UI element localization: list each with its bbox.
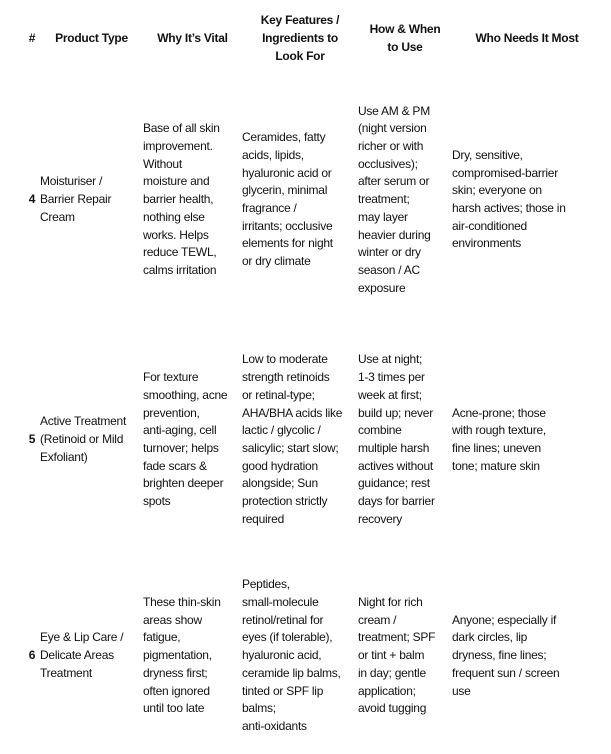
cell-line: Delicate Areas xyxy=(40,648,114,663)
cell-line: Anyone; especially if xyxy=(452,612,557,627)
key-features-cell xyxy=(242,322,358,558)
how-when-cell xyxy=(358,322,452,558)
header-how-when xyxy=(358,0,452,78)
cell-line: winter or dry xyxy=(358,245,421,260)
table-row xyxy=(24,322,602,558)
cell-line: AHA/BHA acids like xyxy=(242,405,343,420)
row-number: 6 xyxy=(28,648,36,663)
row-number: 4 xyxy=(28,192,36,207)
header-key-features xyxy=(242,0,358,78)
cell-line: Dry, sensitive, xyxy=(452,147,523,162)
cell-line: Peptides, xyxy=(242,577,290,592)
cell-line: after serum or xyxy=(358,174,430,189)
cell-line: air-conditioned xyxy=(452,218,527,233)
cell-line: Low to moderate xyxy=(242,352,328,367)
header-line: Look For xyxy=(275,48,325,63)
cell-line: Exfoliant) xyxy=(40,449,88,464)
cell-line: eyes (if tolerable), xyxy=(242,630,333,645)
cell-line: Treatment xyxy=(40,665,92,680)
cell-line: spots xyxy=(143,494,171,509)
cell-line: season / AC xyxy=(358,262,420,277)
cell-line: hyaluronic acid or xyxy=(242,165,332,180)
cell-line: or tint + balm xyxy=(358,648,425,663)
cell-line: Night for rich xyxy=(358,595,423,610)
cell-line: compromised-barrier xyxy=(452,165,558,180)
cell-line: richer or with xyxy=(358,139,424,154)
cell-line: multiple harsh xyxy=(358,441,430,455)
cell-line: smoothing, acne xyxy=(143,387,228,402)
cell-line: Moisturiser / xyxy=(40,174,103,189)
cell-line: treatment; xyxy=(358,192,410,207)
header-who-needs xyxy=(452,0,602,78)
cell-line: calms irritation xyxy=(143,262,217,277)
cell-line: fine lines; uneven xyxy=(452,441,541,455)
cell-line: good hydration xyxy=(242,458,318,473)
skincare-product-table xyxy=(24,0,602,754)
cell-line: with rough texture, xyxy=(452,423,546,438)
table-header-row xyxy=(24,0,602,78)
cell-line: works. Helps xyxy=(143,227,209,242)
cell-line: areas show xyxy=(143,612,202,627)
cell-line: Use at night; xyxy=(358,352,423,367)
cell-line: Barrier Repair xyxy=(40,192,112,207)
cell-line: environments xyxy=(452,236,522,251)
header-number xyxy=(24,0,40,78)
cell-line: salicylic; start slow; xyxy=(242,441,339,455)
cell-line: turnover; helps xyxy=(143,441,219,455)
cell-line: dryness first; xyxy=(143,665,208,680)
header-line: Product Type xyxy=(55,31,128,46)
why-vital-cell xyxy=(143,558,242,754)
key-features-cell xyxy=(242,78,358,322)
cell-line: application; xyxy=(358,683,416,698)
header-line: Key Features / xyxy=(260,13,340,28)
cell-line: Cream xyxy=(40,209,75,224)
cell-line: improvement. xyxy=(143,139,213,154)
how-when-cell xyxy=(358,558,452,754)
cell-line: fragrance / xyxy=(242,201,297,215)
table-row xyxy=(24,78,602,322)
cell-line: fade scars & xyxy=(143,458,207,473)
table-row xyxy=(24,558,602,754)
cell-line: guidance; rest xyxy=(358,476,430,491)
cell-line: harsh actives; those in xyxy=(452,201,566,215)
cell-line: lactic / glycolic / xyxy=(242,423,321,438)
cell-line: heavier during xyxy=(358,227,431,242)
why-vital-cell xyxy=(143,78,242,322)
cell-line: treatment; SPF xyxy=(358,630,436,645)
header-line: Why It’s Vital xyxy=(157,31,228,46)
cell-line: use xyxy=(452,683,471,698)
header-line: to Use xyxy=(387,40,423,54)
cell-line: cream / xyxy=(358,612,397,627)
cell-line: hyaluronic acid, xyxy=(242,648,322,663)
header-why-vital xyxy=(143,0,242,78)
cell-line: may layer xyxy=(358,209,408,224)
cell-line: balms; xyxy=(242,701,276,716)
cell-line: combine xyxy=(358,423,402,438)
who-needs-cell xyxy=(452,558,602,754)
cell-line: brighten deeper xyxy=(143,476,224,491)
cell-line: often ignored xyxy=(143,683,210,698)
cell-line: Acne-prone; those xyxy=(452,405,546,420)
cell-line: ceramide lip balms, xyxy=(242,665,341,680)
cell-line: nothing else xyxy=(143,209,205,224)
cell-line: actives without xyxy=(358,458,433,473)
cell-line: dryness, fine lines; xyxy=(452,648,547,663)
who-needs-cell xyxy=(452,322,602,558)
cell-line: acids, lipids, xyxy=(242,147,304,162)
cell-line: or retinal-type; xyxy=(242,387,315,402)
cell-line: frequent sun / screen xyxy=(452,665,560,680)
product-type-cell xyxy=(40,558,143,754)
cell-line: protection strictly xyxy=(242,494,328,509)
cell-line: fatigue, xyxy=(143,630,181,645)
cell-line: avoid tugging xyxy=(358,701,427,716)
cell-line: build up; never xyxy=(358,405,433,420)
cell-line: glycerin, minimal xyxy=(242,183,328,198)
header-line: How & When xyxy=(369,22,441,37)
header-line: Who Needs It Most xyxy=(475,31,579,46)
cell-line: moisture and xyxy=(143,174,210,189)
product-type-cell xyxy=(40,322,143,558)
cell-line: strength retinoids xyxy=(242,370,330,385)
row-number: 5 xyxy=(28,432,36,447)
header-product-type xyxy=(40,0,143,78)
cell-line: These thin-skin xyxy=(143,595,221,610)
cell-line: Base of all skin xyxy=(143,121,220,136)
key-features-cell xyxy=(242,558,358,754)
cell-line: anti-oxidants xyxy=(242,718,307,733)
cell-line: or dry climate xyxy=(242,254,311,269)
cell-line: Without xyxy=(143,156,182,171)
product-type-cell xyxy=(40,78,143,322)
header-line: # xyxy=(28,31,36,46)
cell-line: until too late xyxy=(143,701,205,716)
cell-line: week at first; xyxy=(358,387,422,402)
who-needs-cell xyxy=(452,78,602,322)
cell-line: Active Treatment xyxy=(40,414,127,429)
cell-line: dark circles, lip xyxy=(452,630,528,645)
cell-line: small-molecule xyxy=(242,595,319,610)
cell-line: Ceramides, fatty xyxy=(242,130,326,145)
cell-line: retinol/retinal for xyxy=(242,612,324,627)
cell-line: For texture xyxy=(143,370,199,385)
cell-line: Use AM & PM xyxy=(358,103,430,118)
header-line: Ingredients to xyxy=(262,31,338,46)
cell-line: exposure xyxy=(358,280,406,295)
why-vital-cell xyxy=(143,322,242,558)
cell-line: skin; everyone on xyxy=(452,183,542,198)
cell-line: recovery xyxy=(358,511,403,526)
cell-line: tone; mature skin xyxy=(452,458,540,473)
cell-line: anti-aging, cell xyxy=(143,423,217,438)
cell-line: tinted or SPF lip xyxy=(242,683,324,698)
cell-line: irritants; occlusive xyxy=(242,218,333,233)
cell-line: (night version xyxy=(358,121,427,136)
cell-line: elements for night xyxy=(242,236,333,251)
cell-line: reduce TEWL, xyxy=(143,245,217,260)
cell-line: prevention, xyxy=(143,405,200,420)
cell-line: pigmentation, xyxy=(143,648,212,663)
cell-line: alongside; Sun xyxy=(242,476,318,491)
cell-line: occlusives); xyxy=(358,156,418,171)
cell-line: barrier health, xyxy=(143,192,214,207)
cell-line: (Retinoid or Mild xyxy=(40,432,124,447)
cell-line: days for barrier xyxy=(358,494,435,509)
cell-line: required xyxy=(242,511,285,526)
cell-line: Eye & Lip Care / xyxy=(40,630,124,645)
cell-line: in day; gentle xyxy=(358,665,426,680)
how-when-cell xyxy=(358,78,452,322)
cell-line: 1-3 times per xyxy=(358,370,425,385)
